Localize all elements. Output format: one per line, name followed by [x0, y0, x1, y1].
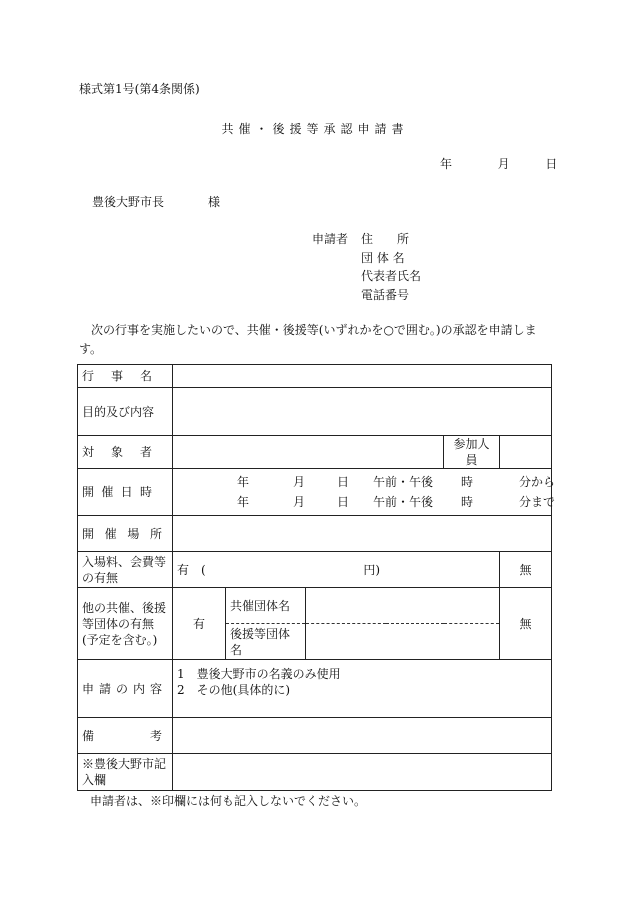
fee-yes: 有 (	[177, 562, 206, 577]
label-city-use: ※豊後大野市記入欄	[78, 754, 173, 791]
start-day: 日	[337, 475, 350, 489]
input-fee[interactable]	[173, 552, 500, 588]
addressee-name: 豊後大野市長	[92, 195, 165, 209]
input-city-use	[173, 754, 552, 791]
applicant-phone-label: 電話番号	[361, 288, 410, 302]
row-other-groups-1	[78, 588, 552, 624]
input-target[interactable]	[173, 436, 444, 469]
label-request: 申請の内容	[78, 660, 173, 718]
applicant-representative-label: 代表者氏名	[361, 269, 422, 283]
fee-yen: 円)	[363, 562, 381, 577]
end-year: 年	[237, 495, 250, 509]
date-month: 月	[497, 157, 510, 171]
input-remarks[interactable]	[173, 718, 552, 754]
row-event-name	[78, 365, 552, 388]
date-year: 年	[440, 157, 453, 171]
addressee-honorific: 様	[208, 195, 221, 209]
input-event-name[interactable]	[173, 365, 552, 388]
input-attendees[interactable]	[500, 436, 552, 469]
applicant-label: 申請者	[312, 232, 349, 246]
applicant-address-label: 住 所	[361, 232, 410, 246]
fee-no[interactable]: 無	[500, 552, 552, 588]
other-no[interactable]: 無	[500, 588, 552, 660]
row-datetime	[78, 469, 552, 516]
row-target	[78, 436, 552, 469]
start-year: 年	[237, 475, 250, 489]
footer-note: 申請者は、※印欄には何も記入しないでください。	[90, 794, 367, 808]
end-ampm: 午前・午後	[373, 495, 434, 509]
input-cohost-group[interactable]	[306, 588, 500, 624]
application-table	[77, 364, 555, 791]
input-datetime[interactable]	[173, 469, 555, 516]
label-purpose: 目的及び内容	[78, 388, 173, 436]
input-request[interactable]	[173, 660, 552, 718]
start-month: 月	[293, 475, 306, 489]
input-sponsor-group[interactable]	[306, 624, 500, 660]
end-day: 日	[337, 495, 350, 509]
row-request	[78, 660, 552, 718]
applicant-group-label: 団 体 名	[361, 251, 405, 265]
lead-text: 次の行事を実施したいので、共催・後援等(いずれかを○で囲む。)の承認を申請します。	[79, 323, 537, 356]
label-other-groups: 他の共催、後援等団体の有無(予定を含む。)	[78, 588, 173, 660]
label-fee: 入場料、会費等の有無	[78, 552, 173, 588]
label-target: 対象者	[78, 436, 173, 469]
other-yes[interactable]: 有	[173, 588, 226, 660]
start-minute: 分から	[518, 475, 555, 489]
document-title: 共催・後援等承認申請書	[221, 122, 409, 136]
row-purpose	[78, 388, 552, 436]
label-sponsor-group: 後援等団体名	[226, 624, 306, 660]
label-remarks: 備考	[78, 718, 173, 754]
date-day: 日	[545, 157, 558, 171]
row-remarks	[78, 718, 552, 754]
row-fee	[78, 552, 552, 588]
start-ampm: 午前・午後	[373, 475, 434, 489]
start-hour: 時	[461, 475, 474, 489]
label-datetime: 開催日時	[78, 469, 173, 516]
request-item-1: 1 豊後大野市の名義のみ使用	[177, 667, 341, 681]
end-hour: 時	[461, 495, 474, 509]
date-line	[440, 155, 557, 172]
input-venue[interactable]	[173, 516, 552, 552]
row-venue	[78, 516, 552, 552]
form-number: 様式第1号(第4条関係)	[79, 82, 200, 96]
request-item-2: 2 その他(具体的に)	[177, 683, 290, 697]
end-month: 月	[293, 495, 306, 509]
label-attendees: 参加人員	[444, 436, 500, 469]
label-venue: 開催場所	[78, 516, 173, 552]
addressee	[92, 193, 220, 210]
end-minute: 分まで	[518, 495, 555, 509]
label-cohost-group: 共催団体名	[226, 588, 306, 624]
label-event-name: 行事名	[78, 365, 173, 388]
row-city-use	[78, 754, 552, 791]
input-purpose[interactable]	[173, 388, 552, 436]
